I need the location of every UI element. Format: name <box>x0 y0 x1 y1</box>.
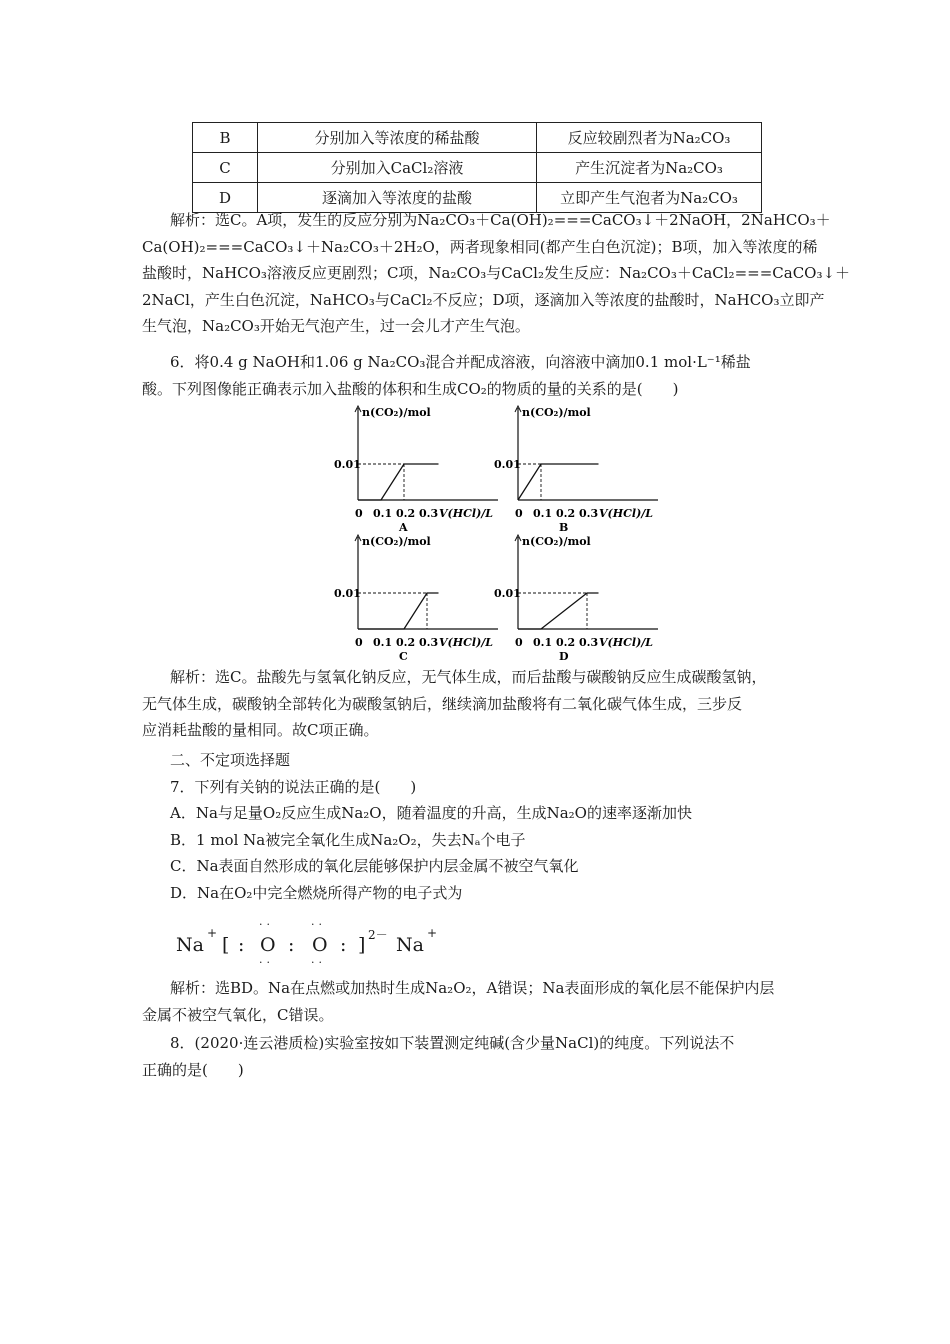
y-axis-label: n(CO₂)/mol <box>362 535 431 548</box>
x-tick-label: 0.1 <box>373 636 393 649</box>
chart-svg-d <box>490 533 660 661</box>
text-line: 2NaCl，产生白色沉淀，NaHCO₃与CaCl₂不反应；D项，逐滴加入等浓度的盐酸时，NaHCO₃立即产 <box>142 290 825 309</box>
analysis-7 <box>142 975 810 1028</box>
formula-colon-right: : <box>340 934 347 956</box>
graph-b <box>490 404 660 536</box>
x-tick-label: 0.3 <box>579 636 599 649</box>
row-label: D <box>193 183 258 213</box>
options-table <box>192 122 762 213</box>
electron-dots: ·· <box>259 918 274 931</box>
x-axis-label: V(HCl)/L <box>439 507 494 520</box>
analysis-6 <box>142 664 810 744</box>
panel-label: B <box>559 521 569 534</box>
x-axis-label: V(HCl)/L <box>599 636 654 649</box>
text-line: 解析：选BD。Na在点燃或加热时生成Na₂O₂，A错误；Na表面形成的氧化层不能保护内层 <box>170 979 775 997</box>
x-tick-label: 0.2 <box>396 507 416 520</box>
y-axis-label: n(CO₂)/mol <box>522 535 591 548</box>
series-line <box>518 593 599 629</box>
graph-a <box>330 404 500 536</box>
series-line <box>358 593 439 629</box>
section-title: 二、不定项选择题 <box>170 751 291 769</box>
formula-o2: O <box>312 934 328 956</box>
y-tick-label: 0.01 <box>494 587 521 600</box>
text-line: 解析：选C。A项，发生的反应分别为Na₂CO₃＋Ca(OH)₂===CaCO₃↓＋2NaOH，2NaHCO₃＋ <box>170 211 831 229</box>
option-b: B．1 mol Na被完全氧化生成Na₂O₂，失去Nₐ个电子 <box>170 830 526 849</box>
text-line: 正确的是( ) <box>142 1060 244 1079</box>
series-line <box>358 464 439 500</box>
formula-plus-2: + <box>427 926 438 940</box>
option-c: C．Na表面自然形成的氧化层能够保护内层金属不被空气氧化 <box>170 857 579 875</box>
electron-formula <box>176 918 576 969</box>
x-tick-label: 0.3 <box>579 507 599 520</box>
row-method: 逐滴加入等浓度的盐酸 <box>258 183 537 213</box>
question-stem: 7．下列有关钠的说法正确的是( ) <box>170 777 417 796</box>
question-7 <box>142 747 810 906</box>
formula-na-right: Na <box>396 934 424 956</box>
text-line: 盐酸时，NaHCO₃溶液反应更剧烈；C项，Na₂CO₃与CaCl₂发生反应：Na₂CO₃＋CaCl₂===CaCO₃↓＋ <box>142 264 851 282</box>
row-result: 立即产生气泡者为Na₂CO₃ <box>537 183 762 213</box>
electron-dots: ·· <box>311 956 326 969</box>
x-tick-label: 0.2 <box>556 507 576 520</box>
option-d: D．Na在O₂中完全燃烧所得产物的电子式为 <box>170 883 463 902</box>
row-label: C <box>193 153 258 183</box>
row-result: 产生沉淀者为Na₂CO₃ <box>537 153 762 183</box>
x-tick-label: 0 <box>355 507 363 520</box>
row-method: 分别加入等浓度的稀盐酸 <box>258 123 537 153</box>
x-tick-label: 0.1 <box>533 507 553 520</box>
text-line: 解析：选C。盐酸先与氢氧化钠反应，无气体生成，而后盐酸与碳酸钠反应生成碳酸氢钠， <box>170 668 767 686</box>
y-axis-label: n(CO₂)/mol <box>522 406 591 419</box>
y-tick-label: 0.01 <box>334 458 361 471</box>
x-tick-label: 0.2 <box>556 636 576 649</box>
text-line: 无气体生成，碳酸钠全部转化为碳酸氢钠后，继续滴加盐酸将有二氧化碳气体生成，三步反 <box>142 694 743 713</box>
x-axis-label: V(HCl)/L <box>599 507 654 520</box>
chart-svg-c <box>330 533 500 661</box>
x-axis-label: V(HCl)/L <box>439 636 494 649</box>
analysis-5 <box>142 207 851 340</box>
formula-plus: + <box>207 926 218 940</box>
text-line: 酸。下列图像能正确表示加入盐酸的体积和生成CO₂的物质的量的关系的是( ) <box>142 379 679 398</box>
panel-label: C <box>399 650 408 663</box>
y-axis-label: n(CO₂)/mol <box>362 406 431 419</box>
y-tick-label: 0.01 <box>494 458 521 471</box>
formula-na-left: Na <box>176 934 204 956</box>
text-line: 应消耗盐酸的量相同。故C项正确。 <box>142 721 379 739</box>
x-tick-label: 0.2 <box>396 636 416 649</box>
x-tick-label: 0.1 <box>373 507 393 520</box>
panel-label: D <box>559 650 569 663</box>
row-result: 反应较剧烈者为Na₂CO₃ <box>537 123 762 153</box>
formula-charge: 2－ <box>368 928 388 942</box>
formula-o1: O <box>260 934 276 956</box>
chart-svg-b <box>490 404 660 532</box>
formula-colon-mid: : <box>288 934 295 956</box>
chart-svg-a <box>330 404 500 532</box>
text-line: 6．将0.4 g NaOH和1.06 g Na₂CO₃混合并配成溶液，向溶液中滴加0.1 mol·L⁻¹稀盐 <box>170 353 751 371</box>
graph-c <box>330 533 500 665</box>
formula-bracket-open: [ <box>222 934 230 956</box>
panel-label: A <box>399 521 408 534</box>
x-tick-label: 0.3 <box>419 507 439 520</box>
text-line: Ca(OH)₂===CaCO₃↓＋Na₂CO₃＋2H₂O，两者现象相同(都产生白色沉淀)；B项，加入等浓度的稀 <box>142 237 818 256</box>
graph-d <box>490 533 660 665</box>
y-tick-label: 0.01 <box>334 587 361 600</box>
x-tick-label: 0.1 <box>533 636 553 649</box>
x-tick-label: 0 <box>355 636 363 649</box>
electron-dots: ·· <box>311 918 326 931</box>
table-row <box>193 123 762 153</box>
text-line: 金属不被空气氧化，C错误。 <box>142 1005 334 1024</box>
text-line: 生气泡，Na₂CO₃开始无气泡产生，过一会儿才产生气泡。 <box>142 317 530 335</box>
row-label: B <box>193 123 258 153</box>
x-tick-label: 0 <box>515 507 523 520</box>
question-6 <box>142 349 810 402</box>
series-line <box>518 464 599 500</box>
question-8 <box>142 1030 810 1083</box>
row-method: 分别加入CaCl₂溶液 <box>258 153 537 183</box>
text-line: 8．(2020·连云港质检)实验室按如下装置测定纯碱(含少量NaCl)的纯度。下列说法不 <box>170 1034 735 1052</box>
x-tick-label: 0 <box>515 636 523 649</box>
electron-dots: ·· <box>259 956 274 969</box>
table-row <box>193 153 762 183</box>
x-tick-label: 0.3 <box>419 636 439 649</box>
formula-bracket-close: ] <box>358 934 366 956</box>
formula-colon-left: : <box>238 934 245 956</box>
option-a: A．Na与足量O₂反应生成Na₂O，随着温度的升高，生成Na₂O的速率逐渐加快 <box>170 804 692 822</box>
